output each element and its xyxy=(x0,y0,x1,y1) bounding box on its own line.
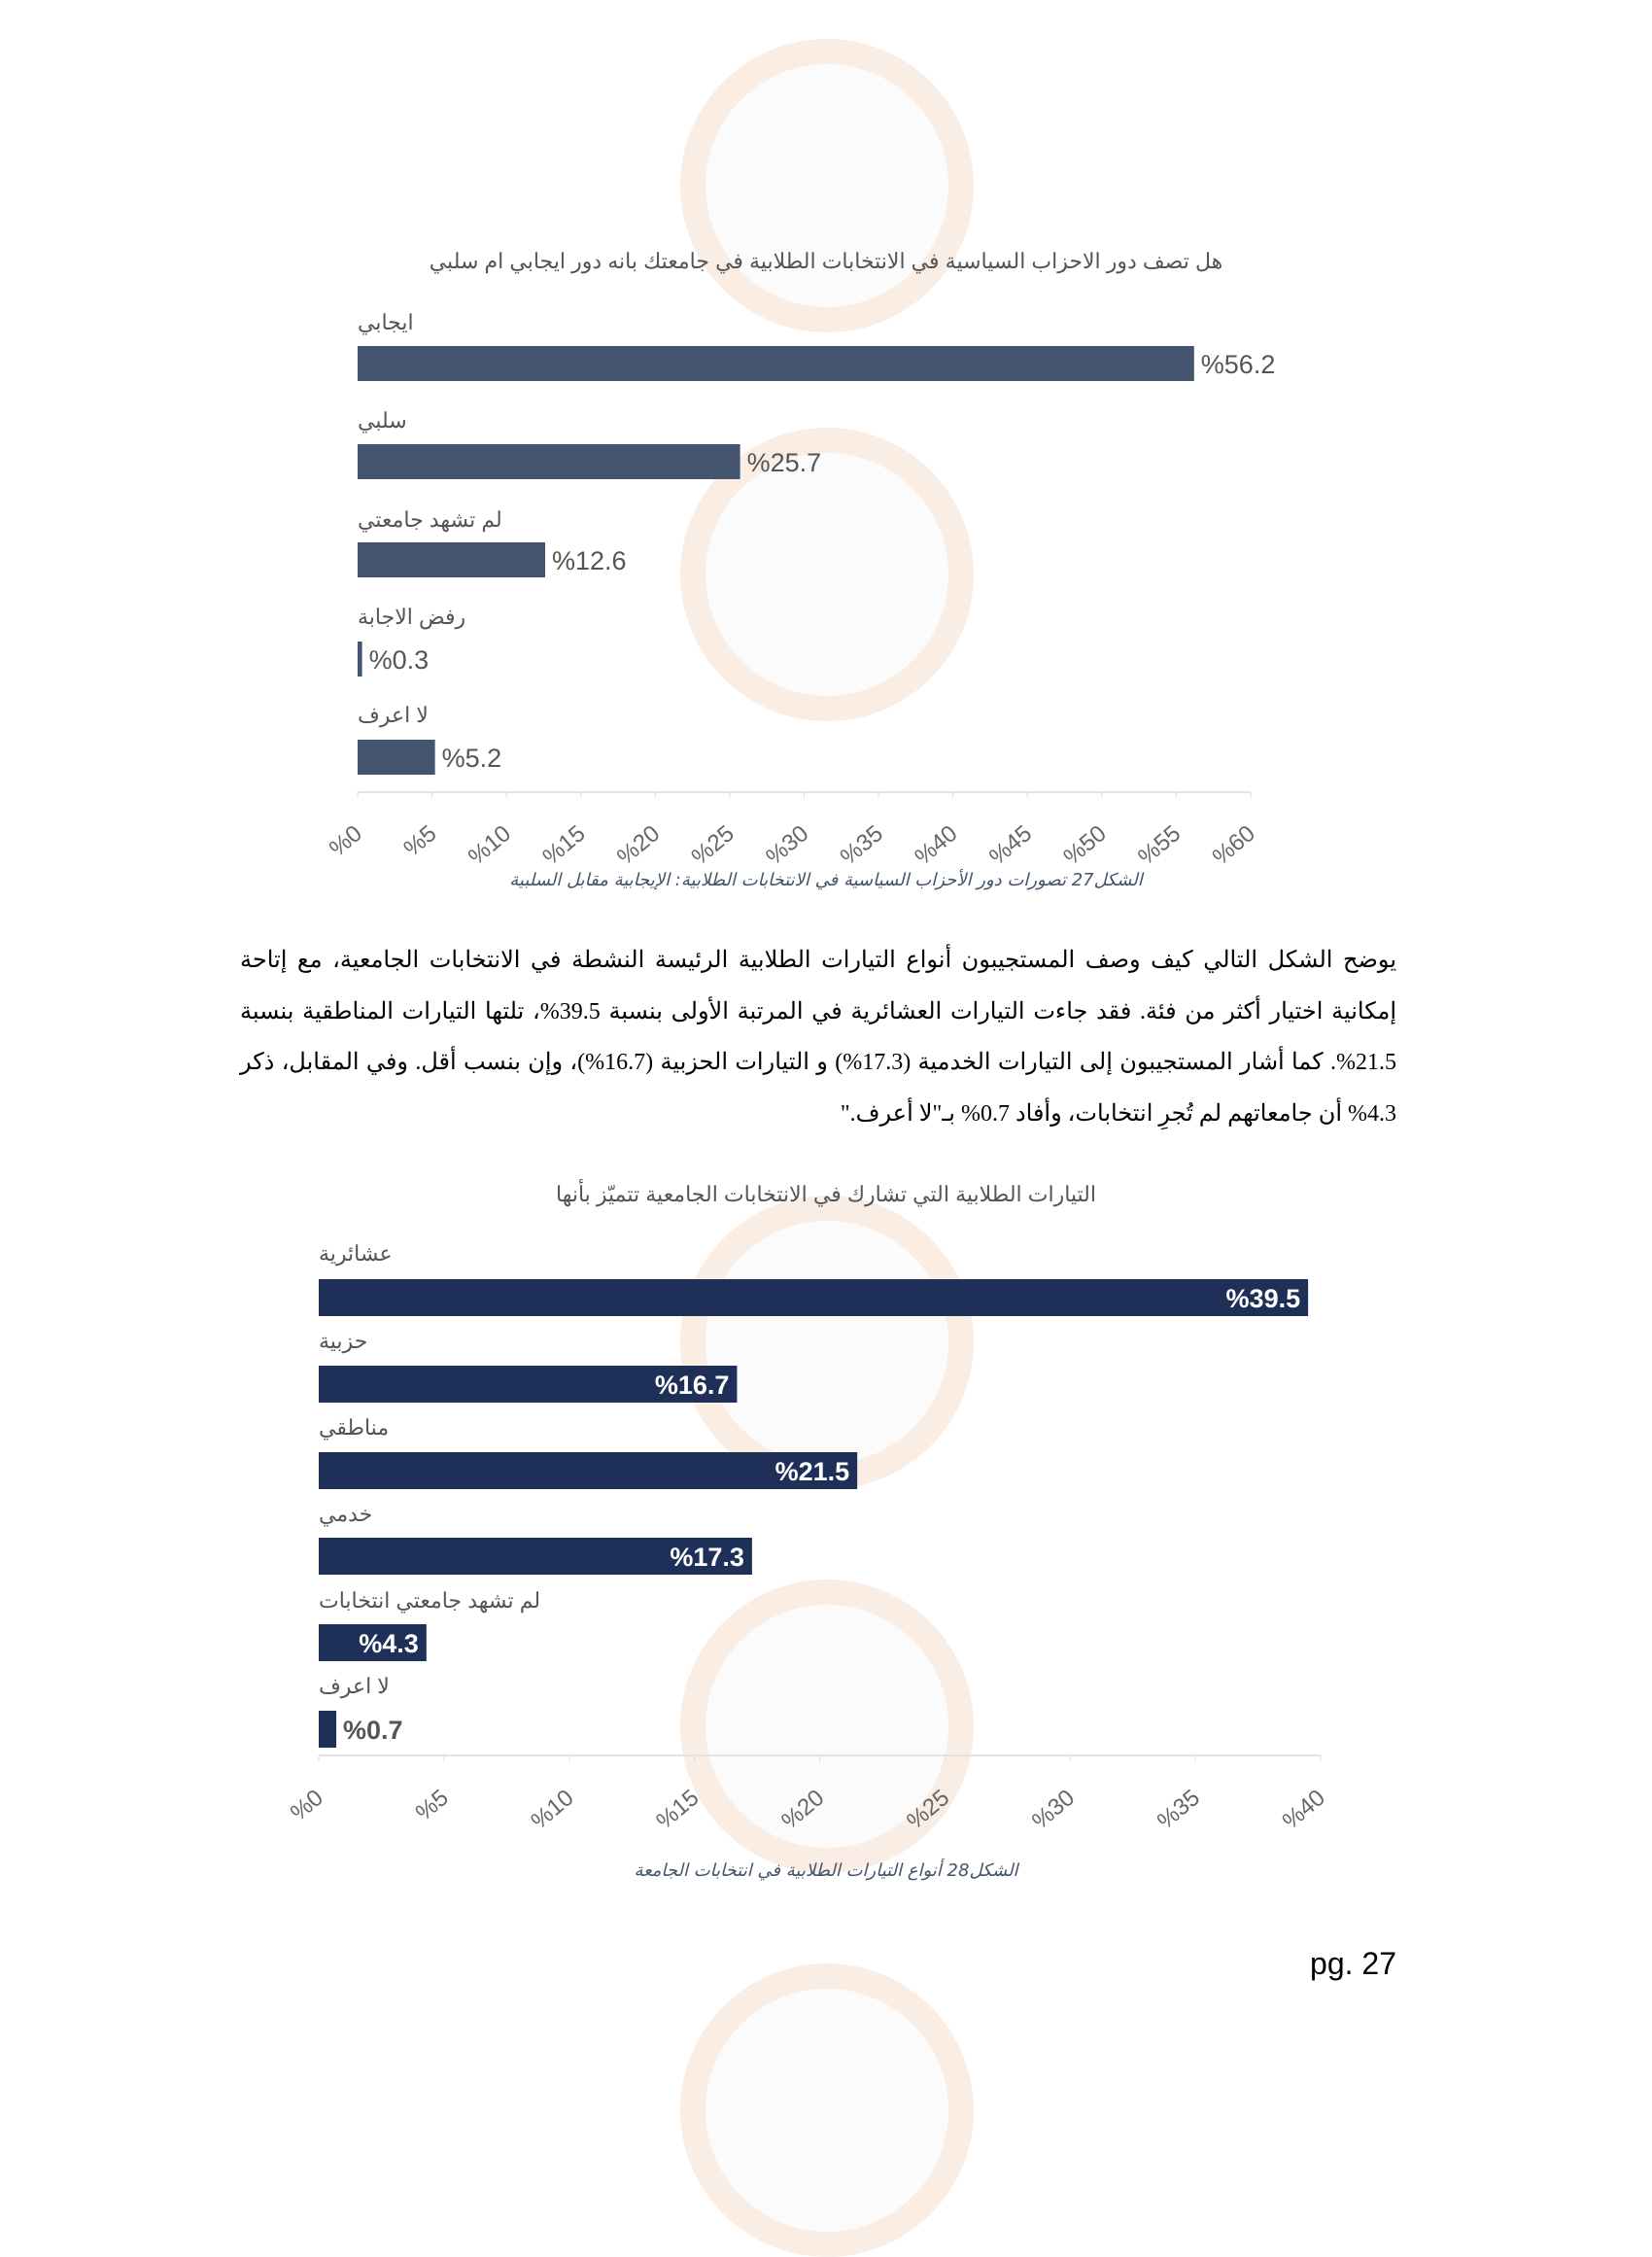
chart1-title: هل تصف دور الاحزاب السياسية في الانتخابات الطلابية في جامعتك بانه دور ايجابي ام سلبي xyxy=(429,249,1223,273)
x-tick-label: %30 xyxy=(761,819,814,871)
x-tick-label: %15 xyxy=(537,819,591,871)
x-tick-label: %40 xyxy=(1277,1784,1330,1835)
data-label: %56.2 xyxy=(1200,350,1276,379)
chart2-caption: الشكل28 أنواع التيارات الطلابية في انتخابات الجامعة xyxy=(634,1860,1018,1881)
x-tick-label: %60 xyxy=(1207,819,1260,871)
data-label: %5.2 xyxy=(441,744,502,773)
data-label: %25.7 xyxy=(746,448,822,477)
chart1-caption: الشكل27 تصورات دور الأحزاب السياسية في الانتخابات الطلابية: الإيجابية مقابل السلبية xyxy=(509,870,1143,890)
bar xyxy=(319,1711,336,1748)
data-label: %0.3 xyxy=(368,645,430,675)
page-number: pg. 27 xyxy=(1310,1946,1396,1981)
data-label: %12.6 xyxy=(551,546,627,575)
bar xyxy=(358,740,435,775)
category-label: لا اعرف xyxy=(319,1674,390,1698)
x-tick-label: %35 xyxy=(1152,1784,1205,1835)
data-label: %39.5 xyxy=(1225,1284,1301,1313)
x-tick-label: %5 xyxy=(410,1784,454,1826)
bar xyxy=(358,346,1194,381)
category-label: خدمي xyxy=(319,1502,373,1526)
x-tick-label: %35 xyxy=(835,819,888,871)
x-tick-label: %25 xyxy=(902,1784,955,1835)
bar xyxy=(358,542,545,577)
category-label: لم تشهد جامعتي xyxy=(358,507,502,532)
x-tick-label: %15 xyxy=(651,1784,705,1835)
x-tick-label: %20 xyxy=(612,819,666,871)
category-label: لم تشهد جامعتي انتخابات xyxy=(319,1588,541,1613)
bar xyxy=(358,444,740,479)
chart2-title: التيارات الطلابية التي تشارك في الانتخابات الجامعية تتميّز بأنها xyxy=(555,1182,1096,1206)
x-tick-label: %0 xyxy=(324,819,367,862)
x-tick-label: %40 xyxy=(910,819,963,871)
x-tick-label: %55 xyxy=(1133,819,1187,871)
x-tick-label: %10 xyxy=(463,819,517,871)
category-label: حزبية xyxy=(319,1329,368,1353)
x-tick-label: %50 xyxy=(1058,819,1112,871)
data-label: %17.3 xyxy=(670,1543,744,1572)
category-label: ايجابي xyxy=(358,310,414,334)
x-tick-label: %20 xyxy=(776,1784,830,1835)
bar xyxy=(358,642,362,677)
x-tick-label: %10 xyxy=(526,1784,579,1835)
bar xyxy=(319,1279,1308,1316)
category-label: سلبي xyxy=(358,408,407,433)
category-label: مناطقي xyxy=(319,1415,390,1440)
x-tick-label: %30 xyxy=(1026,1784,1081,1835)
data-label: %21.5 xyxy=(774,1457,850,1486)
x-tick-label: %45 xyxy=(983,819,1038,871)
data-label: %4.3 xyxy=(359,1629,419,1658)
data-label: %0.7 xyxy=(343,1716,403,1745)
x-tick-label: %5 xyxy=(398,819,442,862)
x-tick-label: %0 xyxy=(285,1784,328,1826)
category-label: عشائرية xyxy=(319,1241,393,1266)
x-tick-label: %25 xyxy=(686,819,740,871)
category-label: لا اعرف xyxy=(358,703,429,727)
category-label: رفض الاجابة xyxy=(358,605,466,629)
body-paragraph: يوضح الشكل التالي كيف وصف المستجيبون أنواع التيارات الطلابية الرئيسة النشطة في الانتخابات الجامعية، مع إتاحة إمكانية اختيار أكثر من فئة. فقد جاءت التيارات العشائرية في المرتبة الأولى بنسبة 39.5%، تلتها التيارات المناطقية بنسبة 21.5%. كما أشار المستجيبون إلى التيارات الخدمية (17.3%) و التيارات الحزبية (16.7%)، وإن بنسب أقل. وفي المقابل، ذكر 4.3% أن جامعاتهم لم تُجرِ انتخابات، وأفاد 0.7% بـ"لا أعرف." xyxy=(240,948,1396,1127)
data-label: %16.7 xyxy=(654,1371,730,1400)
